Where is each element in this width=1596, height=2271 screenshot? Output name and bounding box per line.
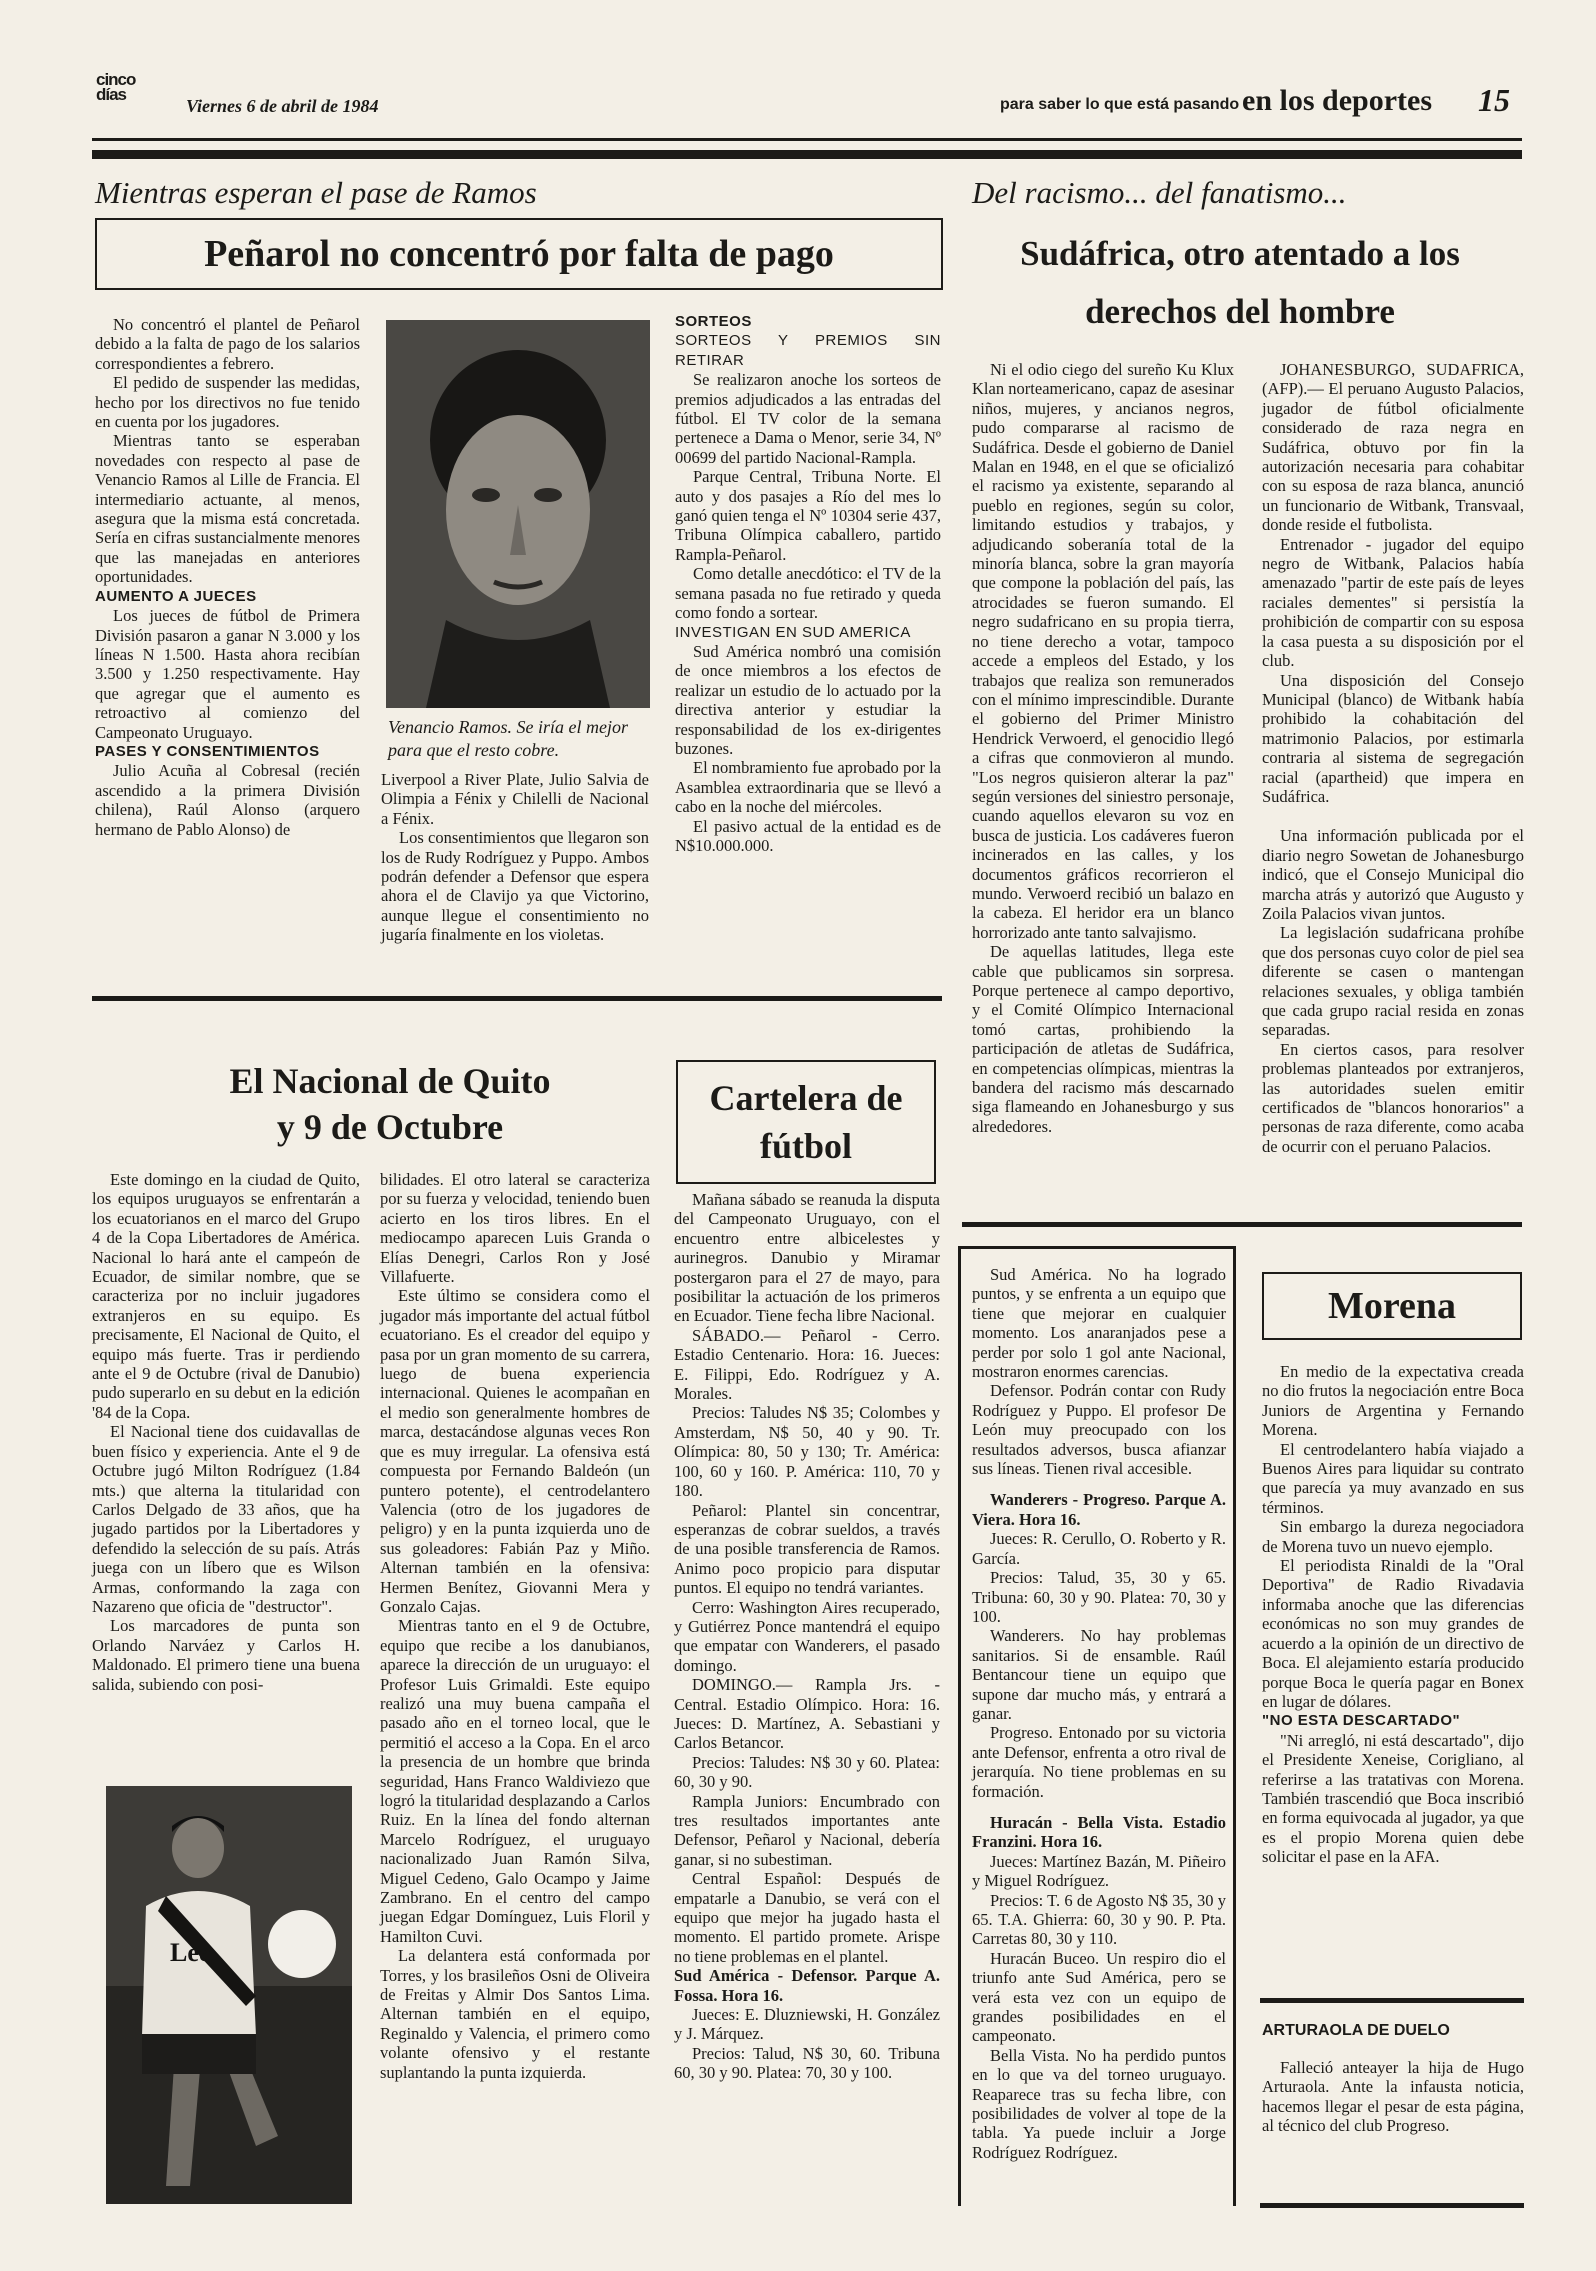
headline-box: Morena — [1262, 1272, 1522, 1340]
paragraph: En medio de la expectativa creada no dio frutos la negociación entre Boca Juniors de Argentina y Fernando Morena. — [1262, 1362, 1524, 1440]
paragraph: El Nacional tiene dos cuidavallas de buen físico y experiencia. Ante el 9 de Octubre jugó Milton Rodríguez (1.84 mts.) que alterna la titularidad con Carlos Delgado de 33 años, que ha jugado partidos por la Libertadores y defendido la selección de su país. Atrás juega con un líbero que es Wilson Armas, conformando la zaga con Nazareno que oficia de "destructor". — [92, 1422, 360, 1616]
subheading: "NO ESTA DESCARTADO" — [1262, 1712, 1461, 1730]
paragraph: Cerro: Washington Aires recuperado, y Gutiérrez Ponce mantendrá el equipo que empatar con Wanderers, el pasado domingo. — [674, 1597, 940, 1675]
paragraph: La delantera está conformada por Torres, y los brasileños Osni de Oliveira de Freitas y Almir Dos Santos Lima. Alternan también en el equipo, Reginaldo y Valencia, el primero como volante ofensivo y el restante suplantando la punta izquierda. — [380, 1946, 650, 2082]
paragraph: Una información publicada por el diario negro Sowetan de Johanesburgo indicó, que el Consejo Municipal dio marcha atrás y autorizó que Augusto y Zoila Palacios vivan juntos. — [1262, 826, 1524, 923]
box-border — [1233, 1246, 1236, 2206]
paragraph: Defensor. Podrán contar con Rudy Rodríguez y Puppo. El profesor De León muy preocupado con los resultados adversos, busca afianzar sus líneas. Tienen rival accesible. — [972, 1381, 1226, 1479]
article-column — [380, 1170, 650, 2082]
paragraph: Sud América nombró una comisión de once miembros a los efectos de realizar un estudio de lo actuado por la directiva anterior y estudiar la responsabilidad de los ex-dirigentes buzones. — [675, 641, 941, 758]
paragraph: El periodista Rinaldi de la "Oral Deportiva" de Radio Rivadavia informaba anoche que las diferencias económicas no son muy grandes de acuerdo a la opinión de un directivo de Boca. El alejamiento estaría producido porque Boca le quería pagar en Bonex en lugar de dólares. — [1262, 1556, 1524, 1711]
paragraph: Jueces: R. Cerullo, O. Roberto y R. García. — [972, 1529, 1226, 1568]
headline-line: Cartelera de — [709, 1078, 903, 1118]
headline-line: fútbol — [759, 1126, 853, 1166]
paragraph: Entrenador - jugador del equipo negro de Witbank, Palacios había amenazado "partir de este país de leyes raciales dementes" si persistía la prohibición de compartir con su esposa la casa puesta a su disposición por el club. — [1262, 534, 1524, 671]
article-kicker: Mientras esperan el pase de Ramos — [95, 175, 537, 210]
paragraph: Wanderers. No hay problemas sanitarios. Si de ensamble. Raúl Bentancour tiene un equipo que supone dar mucho más, y entrará a ganar. — [972, 1626, 1226, 1723]
article-column — [972, 1265, 1226, 2162]
paragraph: En ciertos casos, para resolver problemas planteados por extranjeros, las autoridades suelen emitir certificados de "blancos honorarios" a personas de raza diferente, como acaba de ocurrir con el peruano Palacios. — [1262, 1039, 1524, 1156]
box-border — [958, 1246, 1236, 1249]
masthead-logo: cinco días — [96, 70, 136, 104]
paragraph: Precios: Taludes N$ 35; Colombes y Amsterdam, N$ 50, 40 y 90. Tr. Olímpica: 80, 50 y 130; Tr. América: 100, 60 y 160. P. América: 110, 70 y 180. — [674, 1403, 940, 1501]
paragraph: Jueces: Martínez Bazán, M. Piñeiro y Miguel Rodríguez. — [972, 1851, 1226, 1891]
paragraph: Progreso. Entonado por su victoria ante Defensor, enfrenta a otro rival de jerarquía. No tiene problemas en su formación. — [972, 1723, 1226, 1801]
paragraph: Este domingo en la ciudad de Quito, los equipos uruguayos se enfrentarán a los ecuatorianos en el marco del Grupo 4 de la Copa Libertadores de América. Nacional lo hará ante el campeón de Ecuador, de similar nombre, que se caracteriza por no incluir jugadores extranjeros en su equipo. Es precisamente, El Nacional de Quito, el equipo más fuerte. Tras ir perdiendo ante el 9 de Octubre (rival de Danubio) pudo superarlo en su debut en la edición '84 de la Copa. — [92, 1170, 360, 1422]
article-column — [1262, 360, 1524, 1156]
paragraph: Mientras tanto se esperaban novedades con respecto al pase de Venancio Ramos al Lille de Francia. El intermediario actuante, al menos, asegura que la misma está concretada. Sería en cifras sustancialmente menores que las manejadas en anteriores oportunidades. — [95, 431, 360, 587]
article-column — [1262, 2058, 1524, 2136]
article-column — [675, 312, 941, 855]
paragraph: Ni el odio ciego del sureño Ku Klux Klan norteamericano, capaz de asesinar niños, mujeres, y ancianos negros, pudo compararse al racismo de Sudáfrica. Desde el gobierno de Daniel Malan en 1948, en el que se oficializó el racismo ya existente, separando al pueblo en regiones, según su color, limitando estudios y trabajos, y adjudicando soberanía total de la minoría blanca, sobre la gran mayoría que compone la población del país, las atrocidades se fueron sumando. El negro sudafricano en su propia tierra, no tiene derecho a votar, tampoco accede a empleos del Estado, y los trabajos que realiza son remunerados con el mínimo imprescindible. Durante el gobierno del Primer Ministro Hendrick Verwoerd, el genocidio llegó a cifras que conmovieron al mundo. "Los negros quisieron alterar la paz" según versiones del siniestro personaje, cuando aquellos elevaron su voz en busca de justicia. Los cadáveres fueron incinerados en las calles, y los documentos gráficos recorrieron el mundo. Verwoerd recibió un balazo en la cabeza. El heridor era un blanco horrorizado ante tanto salvajismo. — [972, 360, 1234, 942]
paragraph: Este último se considera como el jugador más importante del actual fútbol ecuatoriano. Es el creador del equipo y pasa por un gran momento de su carrera, luego de buena experiencia internacional. Quienes le acompañan en el medio son generalmente hombres de marca, destacándose algunas veces Ron que es muy irregular. La ofensiva está compuesta por Fernando Baldeón (un puntero potente), el centrodelantero Valencia (otro de los jugadores de peligro) y en la punta izquierda uno de sus goleadores: Fabián Paz y Miño. Alternan también en la ofensiva: Hermen Benítez, Giovanni Mera y Gonzalo Cajas. — [380, 1286, 650, 1616]
headline-line: El Nacional de Quito — [229, 1061, 551, 1101]
paragraph: El centrodelantero había viajado a Buenos Aires para liquidar su contrato que parecía ya muy avanzado en sus términos. — [1262, 1439, 1524, 1517]
section-tagline-small: para saber lo que está pasando — [1000, 96, 1240, 113]
paragraph: El nombramiento fue aprobado por la Asamblea extraordinaria que se llevó a cabo en la noche del miércoles. — [675, 758, 941, 817]
article-column — [1262, 1362, 1524, 1867]
header-rule-thick — [92, 150, 1522, 159]
paragraph: Jueces: E. Dluzniewski, H. González y J. Márquez. — [674, 2005, 940, 2044]
paragraph: Precios: Taludes: N$ 30 y 60. Platea: 60, 30 y 90. — [674, 1752, 940, 1792]
paragraph: Huracán Buceo. Un respiro dio el triunfo ante Sud América, pero se verá esta vez con un equipo de grandes posibilidades en el campeonato. — [972, 1948, 1226, 2046]
paragraph: JOHANESBURGO, SUDAFRICA, (AFP).— El peruano Augusto Palacios, jugador de fútbol oficialmente considerado de raza negra en Sudáfrica, obtuvo por fin la autorización necesaria para cohabitar con su esposa de raza blanca, anunció un funcionario de Witbank, Transvaal, donde reside el futbolista. — [1262, 360, 1524, 535]
article-column — [381, 770, 649, 945]
subheading: PASES Y CONSENTIMIENTOS — [95, 742, 320, 760]
subheading: INVESTIGAN EN SUD AMERICA — [675, 623, 911, 641]
section-divider — [92, 996, 942, 1001]
headline — [170, 1058, 610, 1150]
paragraph: Wanderers - Progreso. Parque A. Viera. Hora 16. — [972, 1490, 1226, 1529]
paragraph: Como detalle anecdótico: el TV de la semana pasada no fue retirado y queda como fondo a sortear. — [675, 564, 941, 623]
box-border — [958, 1246, 961, 2206]
paragraph: Parque Central, Tribuna Norte. El auto y dos pasajes a Río del mes lo ganó quien tenga el Nº 10304 serie 437, Tribuna Olímpica caballero, partido Rampla-Peñarol. — [675, 467, 941, 564]
portrait-photo — [386, 320, 650, 708]
paragraph: DOMINGO.— Rampla Jrs. - Central. Estadio Olímpico. Hora: 16. Jueces: D. Martínez, A. Sebastiani y Carlos Betancor. — [674, 1675, 940, 1753]
headline-line: y 9 de Octubre — [276, 1107, 504, 1147]
paragraph: Mañana sábado se reanuda la disputa del Campeonato Uruguayo, con el encuentro entre albicelestes y aurinegros. Danubio y Miramar postergaron para el 27 de mayo, para posibilitar la actuación de los primeros en Ecuador. Tiene fecha libre Nacional. — [674, 1190, 940, 1326]
paragraph: Sin embargo la dureza negociadora de Morena tuvo un nuevo ejemplo. — [1262, 1517, 1524, 1556]
article-column — [972, 360, 1234, 1136]
article-column — [674, 1190, 940, 2083]
header-rule — [92, 138, 1522, 141]
article-column — [95, 315, 360, 839]
section-divider — [1260, 1998, 1524, 2003]
paragraph: Precios: T. 6 de Agosto N$ 35, 30 y 65. T.A. Ghierra: 60, 30 y 90. P. Pta. Carretas 80, 30 y 110. — [972, 1890, 1226, 1949]
article-kicker: Del racismo... del fanatismo... — [972, 175, 1347, 210]
issue-date: Viernes 6 de abril de 1984 — [186, 96, 379, 116]
paragraph: "Ni arregló, ni está descartado", dijo el Presidente Xeneise, Corigliano, al referirse a las tratativas con Morena. También trascendió que Boca inscribió en forma equivocada al jugador, ya que es el propio Morena quien debe solicitar el pase en la AFA. — [1262, 1730, 1524, 1867]
paragraph: Liverpool a River Plate, Julio Salvia de Olimpia a Fénix y Chilelli de Nacional a Fénix. — [381, 770, 649, 828]
paragraph: La legislación sudafricana prohíbe que dos personas cuyo color de piel sea diferente se casen o mantengan relaciones sexuales, y obliga también que cada grupo racial resida en zonas separadas. — [1262, 923, 1524, 1040]
paragraph: Julio Acuña al Cobresal (recién ascendido a la primera División chilena), Raúl Alonso (arquero hermano de Pablo Alonso) de — [95, 761, 360, 839]
player-with-ball-photo — [106, 1786, 352, 2204]
paragraph: Central Español: Después de empatarle a Danubio, se verá con el equipo que mejor ha jugado hasta el momento. El partido promete. Arispe no tiene problemas en el plantel. — [674, 1869, 940, 1966]
paragraph: Mientras tanto en el 9 de Octubre, equipo que recibe a los danubianos, aparece la dirección de un uruguayo: el Profesor Luis Grimaldi. Este equipo realizó una muy buena campaña el pasado año en el torneo local, que le permitió el acceso a la Copa. En el arco la presencia de un hombre que brinda seguridad, Hans Franco Waldiviezo que logró la titularidad desplazando a Carlos Ruiz. En la línea del fondo alternan Marcelo Rodríguez, el uruguayo nacionalizado Juan Ramón Silva, Miguel Cedeno, Galo Ocampo y Jaime Zambrano. En el centro del campo juegan Edgar Domínguez, Luis Floril y Hamilton Cuvi. — [380, 1616, 650, 1946]
paragraph: Los consentimientos que llegaron son los de Rudy Rodríguez y Puppo. Ambos podrán defender a Defensor que espera ahora el de Clavijo ya que Victorino, aunque llegue el consentimiento no jugaría finalmente en los violetas. — [381, 828, 649, 945]
headline: Sudáfrica, otro atentado a los derechos del hombre — [1020, 234, 1460, 331]
paragraph: Rampla Juniors: Encumbrado con tres resultados importantes ante Defensor, Peñarol y Nacional, debería ganar, si no subestiman. — [674, 1791, 940, 1869]
subheading: AUMENTO A JUECES — [95, 587, 257, 605]
paragraph: Los marcadores de punta son Orlando Narváez y Carlos H. Maldonado. El primero tiene una buena salida, subiendo con posi- — [92, 1616, 360, 1694]
paragraph: Bella Vista. No ha perdido puntos en lo que va del torneo uruguayo. Reaparece tras su fecha libre, con posibilidades de volver al tope de la tabla. Ya puede incluir a Jorge Rodríguez Rodríguez. — [972, 2045, 1226, 2162]
paragraph: Se realizaron anoche los sorteos de premios adjudicados a las entradas del fútbol. El TV color de la semana pertenece a Dama o Menor, serie 34, Nº 00699 del partido Nacional-Rampla. — [675, 370, 941, 467]
paragraph: Sud América - Defensor. Parque A. Fossa. Hora 16. — [674, 1966, 940, 2005]
paragraph: De aquellas latitudes, llega este cable que publicamos sin sorpresa. Porque pertenece al campo deportivo, y el Comité Olímpico Internacional tomó cartas, prohibiendo la participación de atletas de Sudáfrica, en competencias olímpicas, mientras la bandera del racismo más descarnado siga flameando en Johanesburgo y sus alrededores. — [972, 942, 1234, 1136]
section-divider — [962, 1222, 1522, 1227]
section-divider — [1260, 2203, 1524, 2208]
paragraph: bilidades. El otro lateral se caracteriza por su fuerza y velocidad, teniendo buen acierto en los tiros libres. En el mediocampo aparecen Luis Granda o Elías Denegri, Carlos Ron y José Villafuerte. — [380, 1170, 650, 1287]
paragraph: Falleció anteayer la hija de Hugo Arturaola. Ante la infausta noticia, hacemos llegar el pesar de esta página, al técnico del club Progreso. — [1262, 2058, 1524, 2136]
paragraph: El pedido de suspender las medidas, hecho por los directivos no fue tenido en cuenta por los jugadores. — [95, 373, 360, 432]
page-number: 15 — [1478, 82, 1510, 118]
paragraph: Sud América. No ha logrado puntos, y se enfrenta a un equipo que tiene que mejorar en cualquier momento. Los anaranjados pese a perder por solo 1 gol ante Nacional, mostraron enormes carencias. — [972, 1265, 1226, 1382]
paragraph: Los jueces de fútbol de Primera División pasaron a ganar N 3.000 y los líneas N 1.500. Hasta ahora recibían 3.500 y 1.250 respectivamente. Hay que agregar que el aumento es retroactivo al comienzo del Campeonato Uruguayo. — [95, 606, 360, 742]
headline-box — [676, 1060, 936, 1184]
shirt-logo: Lee — [170, 1938, 211, 1967]
headline-box: Peñarol no concentró por falta de pago — [95, 218, 943, 290]
paragraph: El pasivo actual de la entidad es de N$10.000.000. — [675, 816, 941, 855]
section-tagline: en los deportes — [1242, 84, 1432, 117]
subheading: SORTEOS Y PREMIOS SIN RETIRAR — [675, 332, 941, 369]
article-column — [92, 1170, 360, 1694]
photo-caption: Venancio Ramos. Se iría el mejor para que el resto cobre. — [388, 717, 628, 760]
paragraph: No concentró el plantel de Peñarol debido a la falta de pago de los salarios correspondientes a febrero. — [95, 315, 360, 373]
paragraph: Huracán - Bella Vista. Estadio Franzini. Hora 16. — [972, 1812, 1226, 1852]
paragraph: Peñarol: Plantel sin concentrar, esperanzas de cobrar sueldos, a través de una posible transferencia de Ramos. Animo poco propicio para disputar puntos. El equipo no tendrá variantes. — [674, 1500, 940, 1598]
paragraph: Precios: Talud, 35, 30 y 65. Tribuna: 60, 30 y 90. Platea: 70, 30 y 100. — [972, 1568, 1226, 1626]
paragraph: SÁBADO.— Peñarol - Cerro. Estadio Centenario. Hora: 16. Jueces: E. Filippi, Edo. Rodríguez y A. Morales. — [674, 1325, 940, 1404]
paragraph: Precios: Talud, N$ 30, 60. Tribuna 60, 30 y 90. Platea: 70, 30 y 100. — [674, 2043, 940, 2083]
paragraph: Una disposición del Consejo Municipal (blanco) de Witbank había prohibido la cohabitación del matrimonio Palacios, por estimarla contraria al sistema de segregación racial (apartheid) que impera en Sudáfrica. — [1262, 670, 1524, 806]
obituary-heading: ARTURAOLA DE DUELO — [1262, 2022, 1450, 2039]
subheading: SORTEOS — [675, 313, 752, 330]
